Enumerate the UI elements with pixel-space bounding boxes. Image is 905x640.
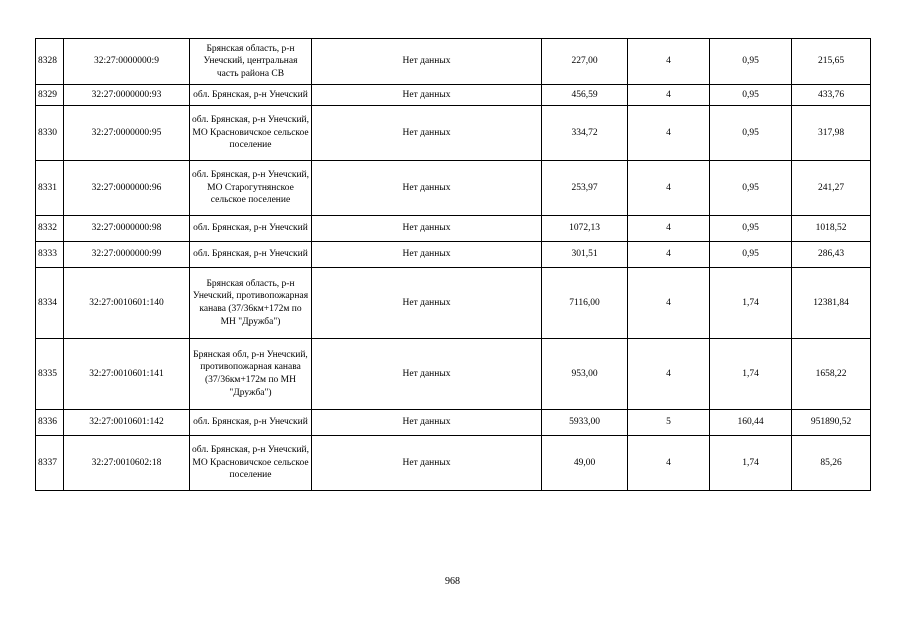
area-cell: 334,72 (542, 106, 628, 161)
value-cell: 1018,52 (792, 216, 871, 242)
note-cell: Нет данных (312, 242, 542, 268)
table-row (36, 436, 871, 491)
note-cell: Нет данных (312, 339, 542, 410)
note-cell: Нет данных (312, 410, 542, 436)
category-cell: 4 (628, 216, 710, 242)
value-cell: 215,65 (792, 39, 871, 85)
value-cell: 317,98 (792, 106, 871, 161)
address-cell: обл. Брянская, р-н Унечский (190, 242, 312, 268)
value-cell: 12381,84 (792, 268, 871, 339)
rate-cell: 0,95 (710, 85, 792, 106)
cadastral-number-cell: 32:27:0000000:96 (64, 161, 190, 216)
area-cell: 1072,13 (542, 216, 628, 242)
cadastral-number-cell: 32:27:0000000:9 (64, 39, 190, 85)
rate-cell: 0,95 (710, 242, 792, 268)
value-cell: 433,76 (792, 85, 871, 106)
table-row (36, 410, 871, 436)
row-number-cell: 8328 (36, 39, 64, 85)
value-cell: 951890,52 (792, 410, 871, 436)
cadastral-number-cell: 32:27:0000000:95 (64, 106, 190, 161)
row-number-cell: 8331 (36, 161, 64, 216)
rate-cell: 1,74 (710, 268, 792, 339)
cadastral-number-cell: 32:27:0000000:93 (64, 85, 190, 106)
area-cell: 227,00 (542, 39, 628, 85)
note-cell: Нет данных (312, 39, 542, 85)
table-row (36, 268, 871, 339)
category-cell: 4 (628, 39, 710, 85)
cadastral-number-cell: 32:27:0010601:141 (64, 339, 190, 410)
address-cell: обл. Брянская, р-н Унечский (190, 85, 312, 106)
row-number-cell: 8329 (36, 85, 64, 106)
table-row (36, 161, 871, 216)
rate-cell: 0,95 (710, 106, 792, 161)
row-number-cell: 8330 (36, 106, 64, 161)
note-cell: Нет данных (312, 106, 542, 161)
table-row (36, 216, 871, 242)
address-cell: Брянская область, р-н Унечский, противопожарная канава (37/36км+172м по МН "Дружба") (190, 268, 312, 339)
address-cell: обл. Брянская, р-н Унечский, МО Красновичское сельское поселение (190, 106, 312, 161)
cadastral-number-cell: 32:27:0000000:98 (64, 216, 190, 242)
category-cell: 4 (628, 85, 710, 106)
address-cell: обл. Брянская, р-н Унечский, МО Старогутнянское сельское поселение (190, 161, 312, 216)
note-cell: Нет данных (312, 161, 542, 216)
area-cell: 253,97 (542, 161, 628, 216)
area-cell: 301,51 (542, 242, 628, 268)
area-cell: 953,00 (542, 339, 628, 410)
rate-cell: 0,95 (710, 161, 792, 216)
address-cell: Брянская обл, р-н Унечский, противопожарная канава (37/36км+172м по МН "Дружба") (190, 339, 312, 410)
rate-cell: 0,95 (710, 216, 792, 242)
row-number-cell: 8336 (36, 410, 64, 436)
rate-cell: 1,74 (710, 436, 792, 491)
table-row (36, 85, 871, 106)
area-cell: 49,00 (542, 436, 628, 491)
category-cell: 4 (628, 106, 710, 161)
note-cell: Нет данных (312, 268, 542, 339)
row-number-cell: 8333 (36, 242, 64, 268)
address-cell: обл. Брянская, р-н Унечский (190, 216, 312, 242)
cadastral-number-cell: 32:27:0000000:99 (64, 242, 190, 268)
table-row (36, 39, 871, 85)
data-table (35, 38, 871, 491)
row-number-cell: 8332 (36, 216, 64, 242)
rate-cell: 160,44 (710, 410, 792, 436)
value-cell: 286,43 (792, 242, 871, 268)
address-cell: Брянская область, р-н Унечский, центральная часть района СВ (190, 39, 312, 85)
row-number-cell: 8334 (36, 268, 64, 339)
category-cell: 5 (628, 410, 710, 436)
category-cell: 4 (628, 161, 710, 216)
rate-cell: 0,95 (710, 39, 792, 85)
note-cell: Нет данных (312, 436, 542, 491)
area-cell: 5933,00 (542, 410, 628, 436)
value-cell: 1658,22 (792, 339, 871, 410)
table-body (36, 39, 871, 491)
row-number-cell: 8337 (36, 436, 64, 491)
category-cell: 4 (628, 268, 710, 339)
table-row (36, 106, 871, 161)
address-cell: обл. Брянская, р-н Унечский (190, 410, 312, 436)
address-cell: обл. Брянская, р-н Унечский, МО Красновичское сельское поселение (190, 436, 312, 491)
category-cell: 4 (628, 242, 710, 268)
cadastral-number-cell: 32:27:0010601:140 (64, 268, 190, 339)
page-number: 968 (445, 576, 460, 587)
area-cell: 7116,00 (542, 268, 628, 339)
value-cell: 241,27 (792, 161, 871, 216)
category-cell: 4 (628, 436, 710, 491)
value-cell: 85,26 (792, 436, 871, 491)
category-cell: 4 (628, 339, 710, 410)
area-cell: 456,59 (542, 85, 628, 106)
note-cell: Нет данных (312, 85, 542, 106)
cadastral-number-cell: 32:27:0010601:142 (64, 410, 190, 436)
note-cell: Нет данных (312, 216, 542, 242)
rate-cell: 1,74 (710, 339, 792, 410)
row-number-cell: 8335 (36, 339, 64, 410)
table-row (36, 242, 871, 268)
cadastral-number-cell: 32:27:0010602:18 (64, 436, 190, 491)
table-row (36, 339, 871, 410)
